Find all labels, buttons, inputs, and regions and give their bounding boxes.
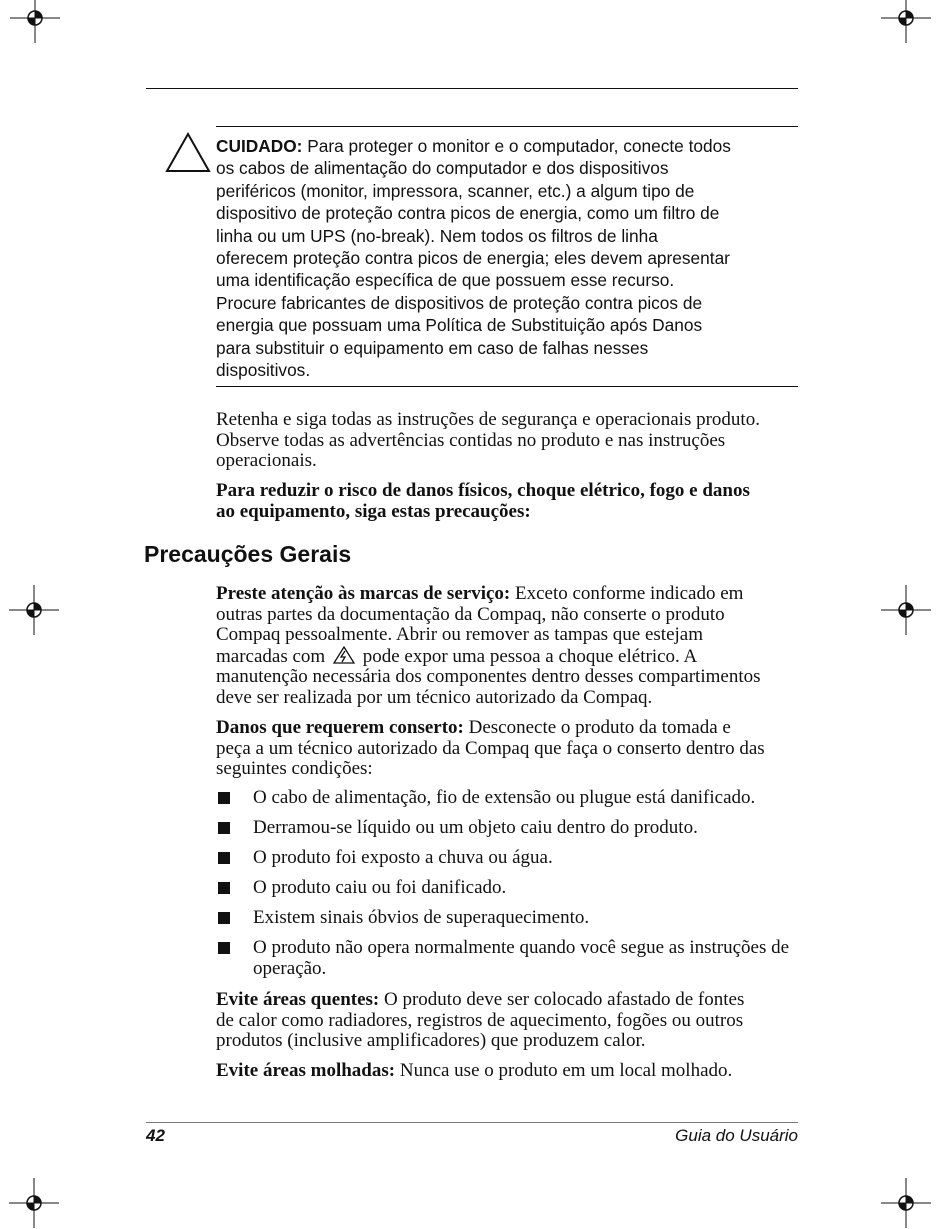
service-marks-paragraph: Preste atenção às marcas de serviço: Exceto conforme indicado em outras partes da documentação da Compaq, não conserte o produto Compaq pessoalmente. Abrir ou remover as tampas que estejam marcadas com pode expor uma pessoa a choque elétrico. A manutenção necessária dos componentes dentro desses compartimentos deve ser realizada por um técnico autorizado da Compaq.: [216, 583, 761, 708]
footer-rule: [146, 1122, 798, 1123]
caution-text: CUIDADO: Para proteger o monitor e o computador, conecte todos os cabos de alimentação do computador e dos dispositivos periféricos (monitor, impressora, scanner, etc.) a algum tipo de dispositivo de proteção contra picos de energia, como um filtro de linha ou um UPS (no-break). Nem todos os filtros de linha oferecem proteção contra picos de energia; eles devem apresentar uma identificação específica de que possuem esse recurso. Procure fabricantes de dispositivos de proteção contra picos de energia que possuam uma Política de Substituição após Danos para substituir o equipamento em caso de falhas nesses dispositivos.: [216, 136, 731, 381]
registration-mark-icon: [9, 1178, 59, 1228]
repair-paragraph: Danos que requerem conserto: Desconecte o produto da tomada e peça a um técnico autorizado da Compaq que faça o conserto dentro das seguintes condições:: [216, 717, 765, 780]
electric-shock-icon: [333, 646, 355, 664]
page-number: 42: [146, 1126, 165, 1145]
footer-title: Guia do Usuário: [675, 1126, 798, 1145]
registration-mark-icon: [881, 585, 931, 635]
list-item: O cabo de alimentação, fio de extensão ou plugue está danificado.: [216, 788, 801, 809]
list-item: O produto não opera normalmente quando você segue as instruções de operação.: [216, 938, 801, 979]
section-title: Precauções Gerais: [144, 541, 352, 567]
list-item: O produto foi exposto a chuva ou água.: [216, 848, 801, 869]
bullet-square-icon: [218, 882, 230, 894]
registration-mark-icon: [9, 585, 59, 635]
caution-label: CUIDADO:: [216, 136, 303, 156]
header-rule: [146, 88, 798, 89]
list-item: O produto caiu ou foi danificado.: [216, 878, 801, 899]
bullet-square-icon: [218, 822, 230, 834]
intro-paragraph: Retenha e siga todas as instruções de segurança e operacionais produto. Observe todas as advertências contidas no produto e nas instruções operacionais.: [216, 409, 760, 472]
caution-top-rule: [216, 126, 798, 127]
list-item: Existem sinais óbvios de superaquecimento.: [216, 908, 801, 929]
hot-areas-paragraph: Evite áreas quentes: O produto deve ser colocado afastado de fontes de calor como radiadores, registros de aquecimento, fogões ou outros produtos (inclusive amplificadores) que produzem calor.: [216, 989, 745, 1052]
registration-mark-icon: [881, 1178, 931, 1228]
caution-bottom-rule: [216, 386, 798, 387]
bullet-square-icon: [218, 912, 230, 924]
bullet-square-icon: [218, 852, 230, 864]
wet-areas-paragraph: Evite áreas molhadas: Nunca use o produto em um local molhado.: [216, 1060, 733, 1081]
repair-conditions-list: [216, 788, 801, 979]
registration-mark-icon: [881, 0, 931, 43]
list-item: Derramou-se líquido ou um objeto caiu dentro do produto.: [216, 818, 801, 839]
bullet-square-icon: [218, 942, 230, 954]
warning-triangle-icon: [165, 131, 211, 173]
bullet-square-icon: [218, 792, 230, 804]
registration-mark-icon: [10, 0, 60, 43]
intro-warning: Para reduzir o risco de danos físicos, choque elétrico, fogo e danos ao equipamento, siga estas precauções:: [216, 480, 750, 522]
